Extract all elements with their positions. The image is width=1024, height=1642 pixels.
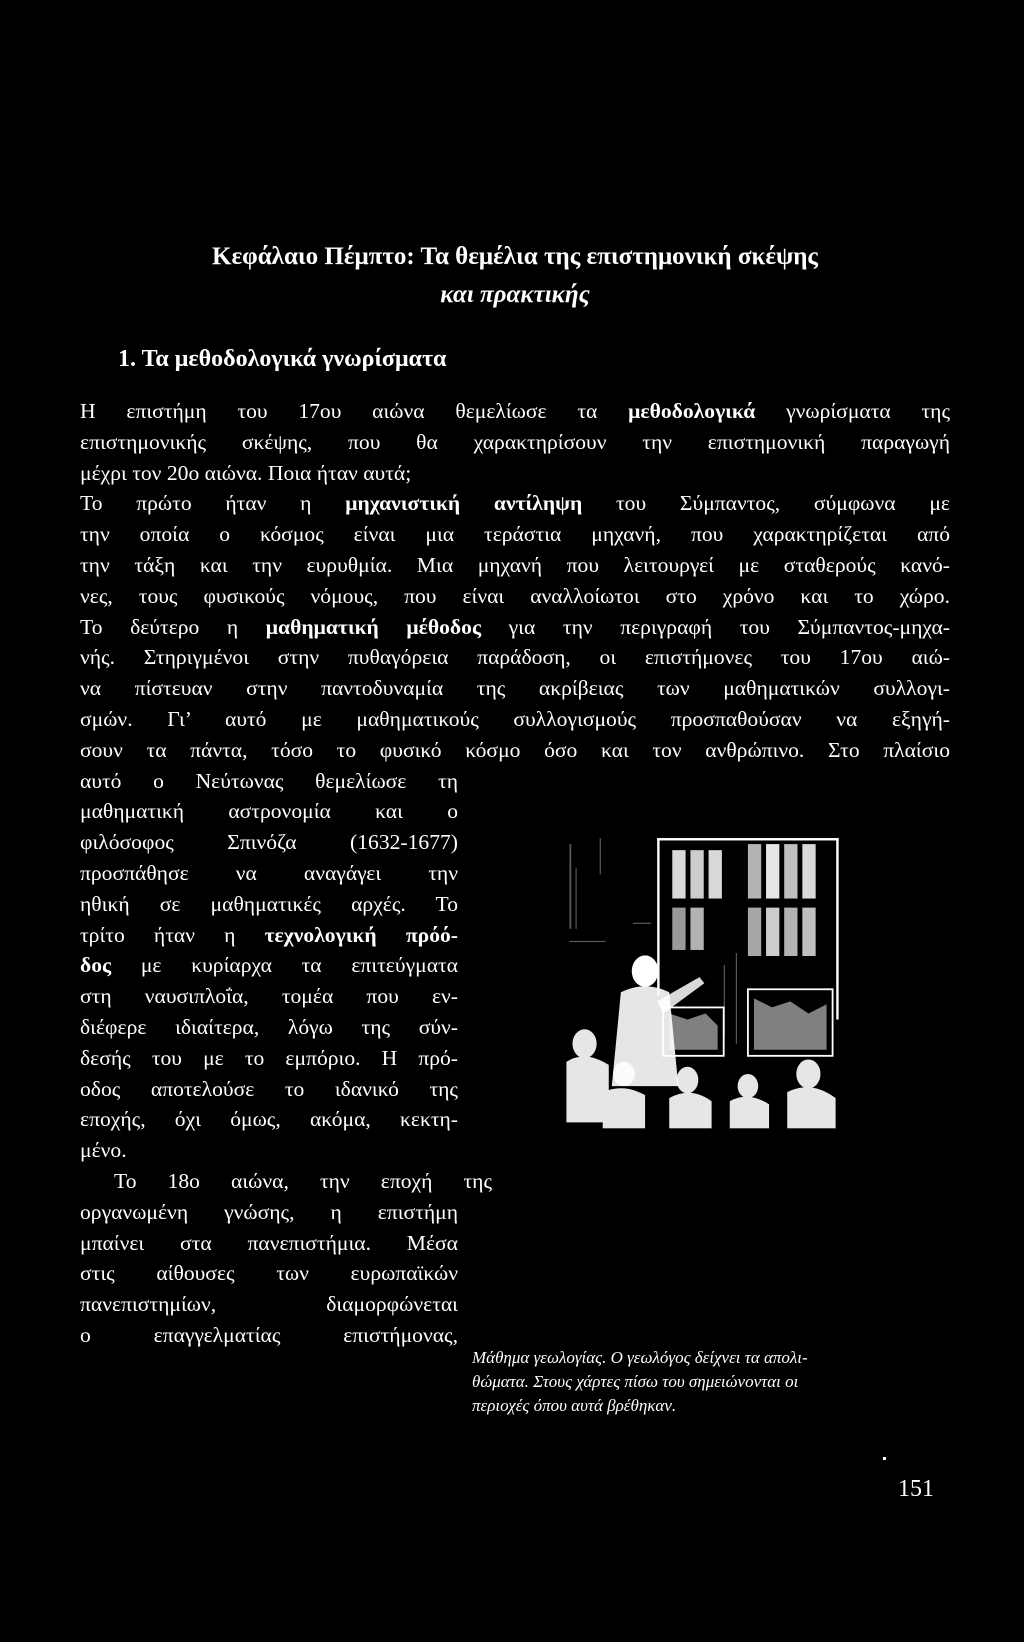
text-line: Το πρώτο ήταν η μηχανιστική αντίληψη του Σύμπαντος, σύμφωνα με: [80, 491, 950, 516]
text-line: νής. Στηριγμένοι στην πυθαγόρεια παράδοση, οι επιστήμονες του 17ου αιώ-: [80, 645, 950, 670]
caption-line: Μάθημα γεωλογίας. Ο γεωλόγος δείχνει τα απολι-: [472, 1348, 808, 1367]
text-line: ο επαγγελματίας επιστήμονας,: [80, 1322, 458, 1347]
text-line: Η επιστήμη του 17ου αιώνα θεμελίωσε τα μεθοδολογικά γνωρίσματα της: [80, 399, 950, 423]
text-line: διέφερε ιδιαίτερα, λόγω της σύν-: [80, 1014, 458, 1039]
text-line: φιλόσοφος Σπινόζα (1632-1677): [80, 830, 458, 855]
section-title: 1. Τα μεθοδολογικά γνωρίσματα: [118, 346, 447, 372]
text-line: προσπάθησε να αναγάγει την: [80, 860, 458, 885]
page-number: 151: [898, 1476, 934, 1502]
chapter-title-line2: και πρακτικής: [440, 281, 590, 308]
text-line: μαθηματική αστρονομία και ο: [80, 799, 458, 824]
caption-line: περιοχές όπου αυτά βρέθηκαν.: [472, 1396, 677, 1415]
text-line: πανεπιστημίων, διαμορφώνεται: [80, 1292, 458, 1317]
caption-line: θώματα. Στους χάρτες πίσω του σημειώνονται οι: [472, 1372, 799, 1391]
chapter-title-line1: Κεφάλαιο Πέμπτο: Τα θεμέλια της επιστημονική σκέψης: [212, 243, 818, 270]
text-line: μένο.: [80, 1138, 127, 1163]
text-line: νες, τους φυσικούς νόμους, που είναι αναλλοίωτοι στο χρόνο και το χώρο.: [80, 583, 950, 608]
text-line: στις αίθουσες των ευρωπαϊκών: [80, 1261, 458, 1286]
text-line: οργανωμένη γνώσης, η επιστήμη: [80, 1199, 458, 1224]
text-line: σουν τα πάντα, τόσο το φυσικό κόσμο όσο και τον ανθρώπινο. Στο πλαίσιο: [80, 737, 950, 762]
text-line: αυτό ο Νεύτωνας θεμελίωσε τη: [80, 768, 458, 793]
speck: [883, 1457, 886, 1460]
text-line: σμών. Γι’ αυτό με μαθηματικούς συλλογισμούς προσπαθούσαν να εξηγή-: [80, 706, 950, 731]
text-line: μέχρι τον 20ο αιώνα. Ποια ήταν αυτά;: [80, 460, 412, 485]
text-line: Το δεύτερο η μαθηματική μέθοδος για την περιγραφή του Σύμπαντος-μηχα-: [80, 614, 950, 639]
text-line: να πίστευαν στην παντοδυναμία της ακρίβειας των μαθηματικών συλλογι-: [80, 676, 950, 701]
text-line: μπαίνει στα πανεπιστήμια. Μέσα: [80, 1230, 458, 1255]
text-line: τρίτο ήταν η τεχνολογική πρόό-: [80, 922, 458, 947]
figure-caption: [472, 1346, 962, 1418]
text-line: την οποία ο κόσμος είναι μια τεράστια μηχανή, που χαρακτηρίζεται από: [80, 522, 950, 547]
text-line: την τάξη και την ευρυθμία. Μια μηχανή που λειτουργεί με σταθερούς κανό-: [80, 552, 950, 577]
text-line: εποχής, όχι όμως, ακόμα, κεκτη-: [80, 1107, 458, 1132]
text-line: επιστημονικής σκέψης, που θα χαρακτηρίσουν την επιστημονική παραγωγή: [80, 429, 950, 454]
text-line: δεσής του με το εμπόριο. Η πρό-: [80, 1045, 458, 1070]
text-line: στη ναυσιπλοΐα, τομέα που εν-: [80, 984, 458, 1009]
text-line: δος με κυρίαρχα τα επιτεύγματα: [80, 953, 458, 978]
geology-lesson-photo: [472, 832, 950, 1322]
figure: [472, 832, 950, 1642]
text-line: ηθική σε μαθηματικές αρχές. Το: [80, 891, 458, 916]
text-line: Το 18ο αιώνα, την εποχή της: [114, 1168, 492, 1193]
text-line: οδος αποτελούσε το ιδανικό της: [80, 1076, 458, 1101]
chapter-title: [80, 238, 950, 314]
